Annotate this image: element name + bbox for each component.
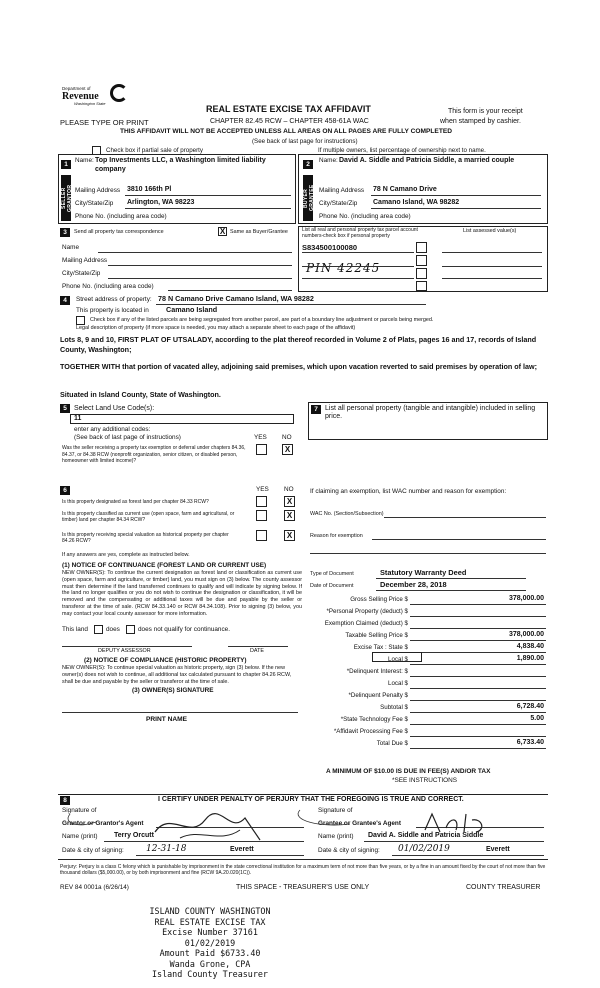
historic-no-checkbox[interactable]: X xyxy=(284,530,295,541)
section-5-number: 5 xyxy=(60,404,70,413)
minimum-due: A MINIMUM OF $10.00 IS DUE IN FEE(S) AND/OR TAX xyxy=(326,768,491,775)
wac-label: WAC No. (Section/Subsection) xyxy=(310,511,384,517)
tax-row-label: Local $ xyxy=(388,680,408,687)
stamp-line2: REAL ESTATE EXCISE TAX xyxy=(154,916,266,927)
tax-row-value[interactable] xyxy=(410,619,546,629)
tax-row xyxy=(306,642,548,653)
same-as-buyer-label: Same as Buyer/Grantee xyxy=(230,229,288,235)
does-label: does xyxy=(106,626,120,633)
tax-row xyxy=(306,690,548,701)
city-label: City/State/Zip xyxy=(62,270,101,277)
stamp-line5: Amount Paid $6733.40 xyxy=(159,948,261,958)
buyer-city: Camano Island, WA 98282 xyxy=(373,199,460,206)
section-5 xyxy=(58,402,304,482)
send-correspondence-label: Send all property tax correspondence xyxy=(74,229,164,235)
perjury-text: Perjury: Perjury is a class C felony which is punishable by imprisonment in the state correctional institution for a maximum term of not more than five years, or by a fine in an amount fixed by the court of not more than five thousand dollars ($5,000.00), or by both imprisonment and fine (RCW 9A.20.020(1C)). xyxy=(60,864,546,876)
seller-city: Arlington, WA 98223 xyxy=(127,199,195,206)
same-as-buyer-checkbox[interactable]: X xyxy=(219,227,226,236)
tax-row-value[interactable] xyxy=(410,691,546,701)
stamp-line1: ISLAND COUNTY WASHINGTON xyxy=(149,906,271,916)
s6-yes-header: YES xyxy=(256,486,269,493)
section-3-number: 3 xyxy=(60,228,70,237)
tax-row xyxy=(306,702,548,713)
section-8-number: 8 xyxy=(60,796,70,805)
legal-label: Legal description of property (if more space is needed, you may attach a separate sheet to each page of the affidavit) xyxy=(76,325,356,331)
personal-property-checkbox-2[interactable] xyxy=(416,255,427,266)
tax-row xyxy=(306,594,548,605)
grantor-name: Terry Orcutt xyxy=(114,832,154,839)
tax-row-label: Gross Selling Price $ xyxy=(350,596,408,603)
buyer-phone-label: Phone No. (including area code) xyxy=(319,213,411,220)
tax-row-value[interactable]: 6,728.40 xyxy=(410,703,546,713)
if-yes-text: If any answers are yes, complete as instructed below. xyxy=(62,552,190,558)
tax-row-label: Subtotal $ xyxy=(380,704,408,711)
dept-line3: Washington State xyxy=(74,101,106,106)
this-land: This land xyxy=(62,626,88,633)
historic-question: Is this property receiving special valuation as historical property per chapter 84.26 RCW? xyxy=(62,532,229,544)
buyer-mailing-label: Mailing Address xyxy=(319,187,365,194)
notice1-title: (1) NOTICE OF CONTINUANCE (FOREST LAND OR CURRENT USE) xyxy=(62,562,267,569)
buyer-city-label: City/State/Zip xyxy=(319,200,358,207)
tax-row-label: Taxable Selling Price $ xyxy=(345,632,408,639)
doc-type-label: Type of Document xyxy=(310,571,354,577)
grantee-agent-label: Grantee or Grantee's Agent xyxy=(318,820,401,827)
receipt-line1: This form is your receipt xyxy=(448,108,523,115)
tax-row xyxy=(306,654,548,665)
seller-mailing: 3810 166th Pl xyxy=(127,186,172,193)
grantee-signature xyxy=(420,808,520,838)
legal-description-1: Lots 8, 9 and 10, FIRST PLAT OF UTSALADY, according to the plat thereof recorded in Volume 2 of Plats, pages 16 and 17, records of Island County, Washington; xyxy=(60,335,537,354)
tax-row-label: Total Due $ xyxy=(376,740,408,747)
rev-number: REV 84 0001a (6/26/14) xyxy=(60,884,129,891)
section-6-number: 6 xyxy=(60,486,70,495)
buyer-mailing: 78 N Camano Drive xyxy=(373,186,437,193)
street-label: Street address of property: xyxy=(76,296,152,303)
doc-date-value: December 28, 2018 xyxy=(380,580,447,589)
historic-yes-checkbox[interactable] xyxy=(256,530,267,541)
legal-description-2: TOGETHER WITH that portion of vacated alley, adjoining said premises, which upon vacation reverted to said premises by operation of law; xyxy=(60,362,537,371)
section-1-number: 1 xyxy=(61,160,71,169)
exemption-no-checkbox[interactable]: X xyxy=(282,444,293,455)
grantor-date: 12-31-18 xyxy=(146,844,187,854)
tax-row-value[interactable]: 4,838.40 xyxy=(410,643,546,653)
multiple-owners-text: If multiple owners, list percentage of ownership next to name. xyxy=(318,147,486,154)
tax-row-value[interactable] xyxy=(410,667,546,677)
grantor-date-label: Date & city of signing: xyxy=(62,847,124,854)
tax-row-label: *Delinquent Interest: $ xyxy=(346,668,408,675)
land-use-value: 11 xyxy=(74,415,82,422)
tax-row xyxy=(306,630,548,641)
tax-row xyxy=(306,714,548,725)
grantor-agent-label: Grantor or Grantor's Agent xyxy=(62,820,144,827)
please-type: PLEASE TYPE OR PRINT xyxy=(60,118,149,127)
current-use-question: Is this property classified as current use (open space, farm and agricultural, or timber) land per chapter 84.34 RCW? xyxy=(62,511,235,523)
tax-row xyxy=(306,606,548,617)
exemption-text: If claiming an exemption, list WAC number and reason for exemption: xyxy=(310,488,507,495)
tax-row-value[interactable]: 378,000.00 xyxy=(410,631,546,641)
dept-line1: Department of xyxy=(62,86,91,91)
county-treasurer: COUNTY TREASURER xyxy=(466,884,541,891)
does-checkbox[interactable] xyxy=(94,625,103,634)
buyer-name: David A. Siddle and Patricia Siddle, a married couple xyxy=(339,157,515,164)
street-value: 78 N Camano Drive Camano Island, WA 98282 xyxy=(158,294,314,303)
located-value: Camano Island xyxy=(166,305,218,314)
tax-row-label: *Delinquent Penalty $ xyxy=(348,692,408,699)
tax-row xyxy=(306,618,548,629)
treasurer-stamp xyxy=(130,906,290,980)
tax-row-value[interactable]: 378,000.00 xyxy=(410,595,546,605)
tax-row-value[interactable] xyxy=(410,727,546,737)
deputy-label: DEPUTY ASSESSOR xyxy=(98,648,151,654)
logo-mark-icon xyxy=(110,84,128,102)
seller-phone-label: Phone No. (including area code) xyxy=(75,213,167,220)
see-back-instr: (See back of last page of instructions) xyxy=(74,434,181,441)
s6-no-header: NO xyxy=(284,486,294,493)
doc-type-value: Statutory Warranty Deed xyxy=(380,568,467,577)
forest-question: Is this property designated as forest land per chapter 84.33 RCW? xyxy=(62,499,209,505)
chapter-text: CHAPTER 82.45 RCW – CHAPTER 458-61A WAC xyxy=(210,118,369,125)
certify-text: I CERTIFY UNDER PENALTY OF PERJURY THAT THE FOREGOING IS TRUE AND CORRECT. xyxy=(158,796,464,803)
dor-logo xyxy=(62,84,132,114)
grantee-name: David A. Siddle and Patricia Siddle xyxy=(368,832,484,839)
seller-name-label: Name: xyxy=(75,157,94,164)
forest-yes-checkbox[interactable] xyxy=(256,496,267,507)
dept-line2: Revenue xyxy=(62,91,99,102)
section-4-number: 4 xyxy=(60,296,70,305)
tax-row xyxy=(306,678,548,689)
signature-loops xyxy=(60,800,360,830)
print-name-label: PRINT NAME xyxy=(146,716,188,723)
personal-property-text: List all personal property (tangible and intangible) included in selling price. xyxy=(325,405,536,421)
reason-label: Reason for exemption xyxy=(310,533,363,539)
tax-row-value[interactable] xyxy=(410,679,546,689)
exemption-question: Was the seller receiving a property tax exemption or deferral under chapters 84.36, 84.37, or 84.38 RCW (nonprofit organization, senior citizen, or disabled person, homeowner with limited income)? xyxy=(62,445,246,464)
section-7-number: 7 xyxy=(311,405,321,414)
tax-row-label: Excise Tax : State $ xyxy=(353,644,408,651)
tax-row-value[interactable]: 6,733.40 xyxy=(410,739,546,749)
buyer-name-label: Name: xyxy=(319,157,338,164)
parcel-header: List all real and personal property tax parcel account numbers-check box if personal property xyxy=(302,227,418,239)
personal-property-checkbox-3[interactable] xyxy=(416,268,427,279)
tax-row-label: *State Technology Fee $ xyxy=(340,716,408,723)
see-instructions: *SEE INSTRUCTIONS xyxy=(392,777,457,784)
tax-row xyxy=(306,726,548,737)
mailing-label: Mailing Address xyxy=(62,257,108,264)
see-back-text: (See back of last page for instructions) xyxy=(252,138,358,145)
notice2-text: NEW OWNER(S): To continue special valuation as historic property, sign (3) below. If the new owner(s) does not wish to continue, all additional tax calculated pursuant to chapter 84.26 RCW, shall be due and payable by the seller or transferor at the time of sale. xyxy=(62,665,292,685)
pin-handwritten: PIN 42245 xyxy=(306,261,381,275)
grantee-date-label: Date & city of signing: xyxy=(318,847,380,854)
parcel-number: S834500100080 xyxy=(302,243,358,252)
does-not-label: does not qualify for continuance. xyxy=(138,626,231,633)
grantor-sig-of: Signature of xyxy=(62,807,97,814)
tax-row-label: Exemption Claimed (deduct) $ xyxy=(324,620,408,627)
segregated-label: Check box if any of the listed parcels are being segregated from another parcel, are part of a boundary line adjustment or parcels being merged. xyxy=(90,317,434,323)
seller-mailing-label: Mailing Address xyxy=(75,187,121,194)
seller-section xyxy=(58,154,296,224)
current-use-no-checkbox[interactable]: X xyxy=(284,510,295,521)
located-label: This property is located in xyxy=(76,307,149,314)
tax-row-label: *Affidavit Processing Fee $ xyxy=(333,728,408,735)
exemption-yes-checkbox[interactable] xyxy=(256,444,267,455)
land-use-field[interactable] xyxy=(70,414,294,424)
additional-codes: enter any additional codes: xyxy=(74,426,151,433)
seller-tab: SELLER GRANTOR xyxy=(61,175,71,221)
seller-city-label: City/State/Zip xyxy=(75,200,114,207)
grantor-name-label: Name (print) xyxy=(62,833,98,840)
does-not-checkbox[interactable] xyxy=(126,625,135,634)
name-label: Name xyxy=(62,244,80,251)
form-title: REAL ESTATE EXCISE TAX AFFIDAVIT xyxy=(206,104,371,114)
tax-row xyxy=(306,666,548,677)
tax-row-label: Local $ xyxy=(388,656,408,663)
seller-name: Top Investments LLC, a Washington limited liability company xyxy=(95,157,266,173)
date-label: DATE xyxy=(250,648,264,654)
section-6 xyxy=(58,484,304,694)
stamp-line7: Island County Treasurer xyxy=(152,969,268,979)
grantee-date: 01/02/2019 xyxy=(398,844,450,854)
legal-description-3: Situated in Island County, State of Washington. xyxy=(60,390,221,399)
owner-signature-label: (3) OWNER(S) SIGNATURE xyxy=(132,687,214,694)
grantee-sig-of: Signature of xyxy=(318,807,353,814)
tax-row-value[interactable] xyxy=(410,607,546,617)
receipt-line2: when stamped by cashier. xyxy=(440,118,521,125)
yes-header: YES xyxy=(254,434,267,441)
phone-label: Phone No. (including area code) xyxy=(62,283,154,290)
tax-row-value[interactable]: 5.00 xyxy=(410,715,546,725)
segregated-checkbox[interactable] xyxy=(76,316,85,325)
section-7-personal xyxy=(308,402,548,440)
treasurer-only: THIS SPACE - TREASURER'S USE ONLY xyxy=(236,884,370,891)
personal-property-checkbox-1[interactable] xyxy=(416,242,427,253)
notice1-text: NEW OWNER(S): To continue the current designation as forest land or classification as current use (open space, farm and agriculture, or timber) land, you must sign on (3) below. The county assessor must then determine if the land transferred continues to qualify and will indicate by signing below. If the land no longer qualifies or you do not wish to continue the designation or classification, it will be removed and the compensating or additional taxes will be due and payable by the seller or transferor at the time of sale. (RCW 84.33.140 or RCW 84.34.108). Prior to signing (3) below, you may contact your local county assessor for more information. xyxy=(62,570,302,617)
section-3 xyxy=(58,226,548,292)
buyer-section xyxy=(298,154,548,224)
doc-date-label: Date of Document xyxy=(310,583,354,589)
personal-property-checkbox-4[interactable] xyxy=(416,281,427,291)
section-2-number: 2 xyxy=(303,160,313,169)
land-use-label: Select Land Use Code(s): xyxy=(74,405,155,412)
tax-row xyxy=(306,738,548,749)
tax-row-value[interactable]: 1,890.00 xyxy=(410,655,546,665)
assessed-header: List assessed value(s) xyxy=(463,228,517,234)
stamp-line6: Wanda Grone, CPA xyxy=(169,958,251,969)
tax-table xyxy=(306,594,548,754)
local-code-box[interactable] xyxy=(372,652,422,662)
grantee-name-label: Name (print) xyxy=(318,833,354,840)
current-use-yes-checkbox[interactable] xyxy=(256,510,267,521)
notice2-title: (2) NOTICE OF COMPLIANCE (HISTORIC PROPERTY) xyxy=(84,657,247,664)
grantee-city: Everett xyxy=(486,846,510,853)
stamp-line3: Excise Number 37161 xyxy=(162,927,258,937)
forest-no-checkbox[interactable]: X xyxy=(284,496,295,507)
partial-sale-label: Check box if partial sale of property xyxy=(106,147,203,154)
buyer-tab: BUYER GRANTEE xyxy=(303,175,313,221)
stamp-line4: 01/02/2019 xyxy=(184,937,236,948)
tax-row-label: *Personal Property (deduct) $ xyxy=(326,608,408,615)
grantor-city: Everett xyxy=(230,846,254,853)
no-header: NO xyxy=(282,434,292,441)
warning-text: THIS AFFIDAVIT WILL NOT BE ACCEPTED UNLESS ALL AREAS ON ALL PAGES ARE FULLY COMPLETED xyxy=(120,128,453,135)
